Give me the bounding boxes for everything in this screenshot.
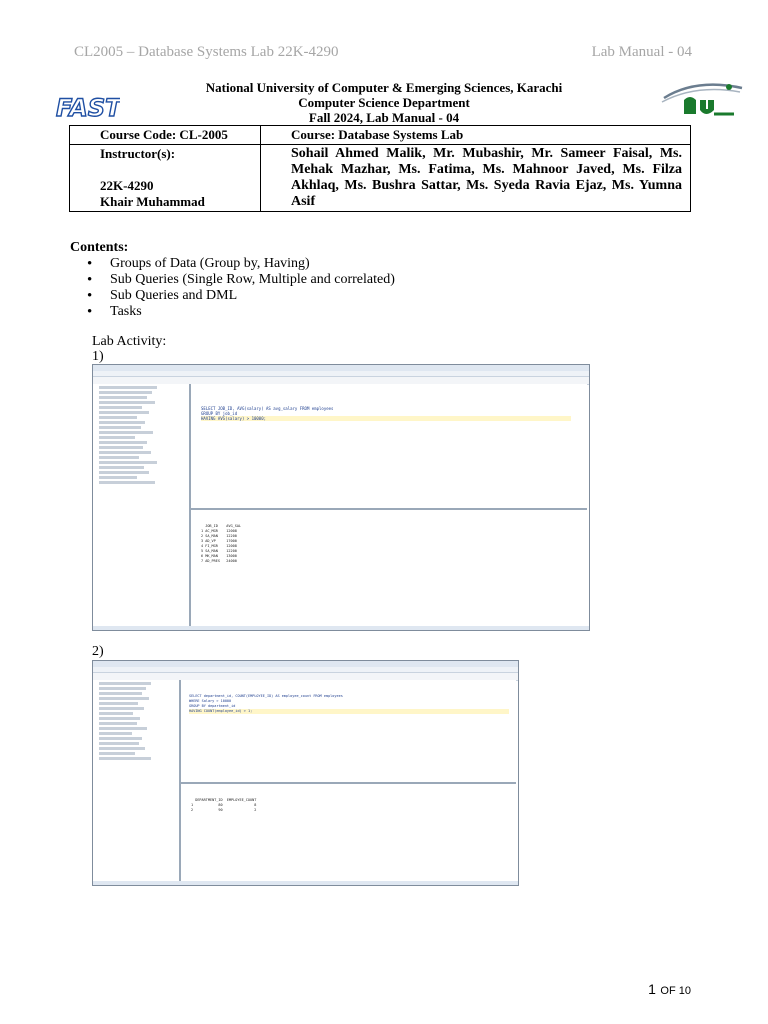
running-header-right: Lab Manual - 04	[591, 44, 692, 60]
connections-panel	[93, 384, 191, 626]
student-name: Khair Muhammad	[100, 194, 205, 209]
page-number: 1	[648, 981, 656, 997]
course-info-table	[69, 125, 691, 212]
sql-line: WHERE Salary > 10000	[189, 699, 232, 703]
course-code-cell: Course Code: CL-2005	[70, 126, 261, 145]
instructor-label: Instructor(s):	[100, 146, 176, 161]
sql-line: HAVING AVG(salary) > 10000;	[201, 416, 571, 421]
sql-line: GROUP BY department_id	[189, 704, 236, 708]
result-row: 2 SA_MAN 12200	[201, 534, 237, 538]
contents-item: • Sub Queries (Single Row, Multiple and correlated)	[110, 272, 395, 288]
svg-text:FAST: FAST	[56, 94, 120, 120]
page-total: OF 10	[660, 985, 691, 997]
sql-line: HAVING COUNT(employee_id) > 1;	[189, 709, 509, 714]
running-header-left: CL2005 – Database Systems Lab 22K-4290	[74, 44, 339, 60]
instructors-cell: Sohail Ahmed Malik, Mr. Mubashir, Mr. Sameer Faisal, Ms. Mehak Mazhar, Ms. Fatima, Ms. Mahnoor Javed, Ms. Filza Akhlaq, Ms. Bushra Sattar, Ms. Syeda Ravia Ejaz, Ms. Yumna Asif	[261, 145, 691, 212]
result-row: 5 SA_MAN 12200	[201, 549, 237, 553]
result-row: 3 AD_VP 17000	[201, 539, 237, 543]
department-name: Computer Science Department	[298, 95, 470, 110]
result-row: 1 AC_MGR 12008	[201, 529, 237, 533]
course-name-cell: Course: Database Systems Lab	[261, 126, 691, 145]
contents-list	[70, 256, 395, 320]
sql-developer-screenshot-2	[92, 660, 519, 886]
connections-panel	[93, 680, 181, 881]
contents-item: • Tasks	[110, 304, 395, 320]
institution-name: National University of Computer & Emerging Sciences, Karachi	[205, 80, 563, 95]
query-results-panel	[181, 782, 516, 881]
sql-line: SELECT department_id, COUNT(EMPLOYEE_ID) AS employee_count FROM employees	[189, 694, 343, 698]
status-bar	[93, 881, 518, 885]
result-row: 1 80 8	[191, 803, 257, 807]
sql-developer-screenshot-1	[92, 364, 590, 631]
contents-item: • Groups of Data (Group by, Having)	[110, 256, 395, 272]
sql-line: SELECT JOB_ID, AVG(salary) AS avg_salary FROM employees	[201, 406, 334, 411]
sql-worksheet	[181, 680, 516, 782]
lab-activity-heading: Lab Activity:	[92, 334, 167, 349]
sql-line: GROUP BY job_id	[201, 411, 238, 416]
page-footer	[648, 981, 691, 999]
student-id: 22K-4290	[100, 178, 154, 193]
term-title: Fall 2024, Lab Manual - 04	[308, 110, 460, 125]
result-row: JOB_ID AVG_SAL	[201, 524, 242, 528]
contents-item: • Sub Queries and DML	[110, 288, 395, 304]
result-row: 2 90 2	[191, 808, 257, 812]
activity-number-1: 1)	[92, 349, 104, 364]
result-row: 6 MK_MAN 13000	[201, 554, 237, 558]
activity-number-2: 2)	[92, 644, 104, 659]
result-row: 4 FI_MGR 12008	[201, 544, 237, 548]
result-row: 7 AD_PRES 24000	[201, 559, 237, 563]
contents-heading: Contents:	[70, 240, 129, 255]
sql-worksheet	[191, 384, 587, 508]
status-bar	[93, 626, 589, 630]
student-cell	[70, 145, 261, 212]
query-results-panel	[191, 508, 587, 626]
contents-section	[70, 240, 395, 320]
result-row: DEPARTMENT_ID EMPLOYEE_COUNT	[191, 798, 257, 802]
